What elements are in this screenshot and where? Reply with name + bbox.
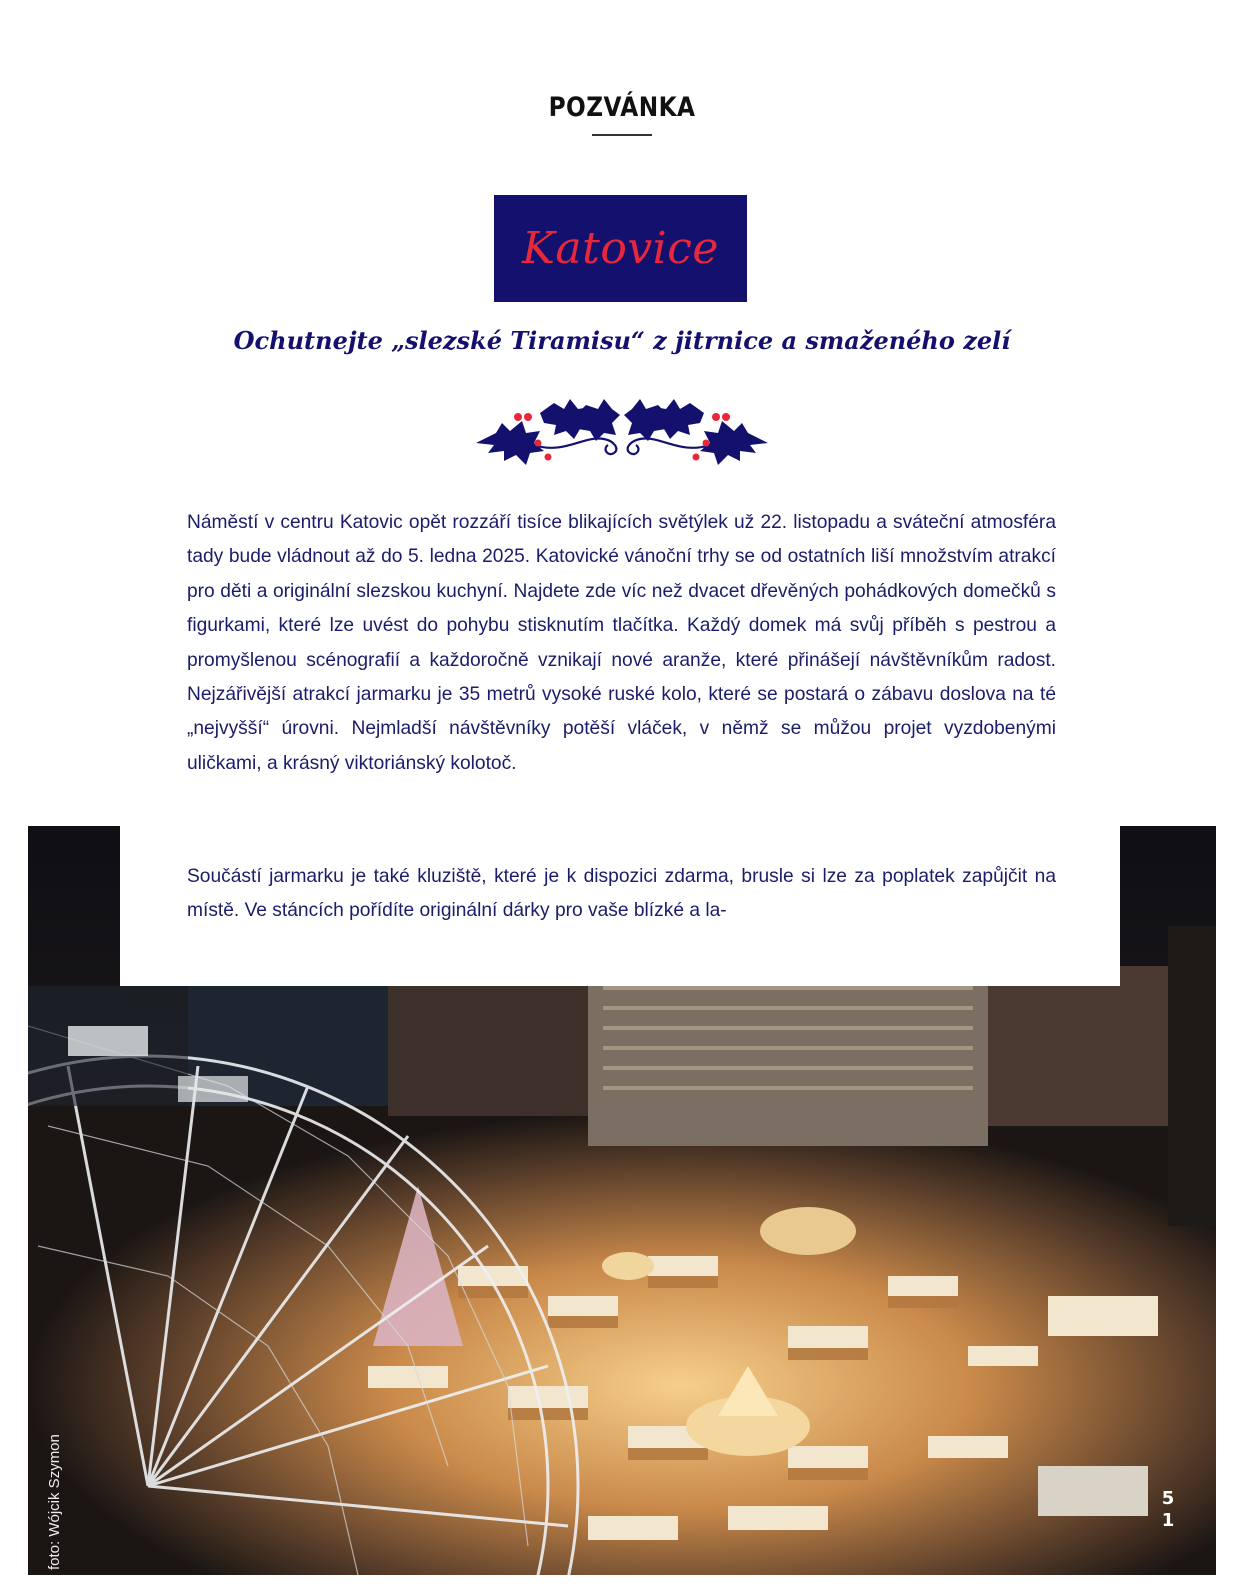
section-divider <box>592 134 652 136</box>
city-banner <box>494 195 747 302</box>
city-name: Katovice <box>522 223 719 274</box>
article-paragraph: Náměstí v centru Katovic opět rozzáří tisíce blikajících světýlek už 22. listopadu a sváteční atmosféra tady bude vládnout až do 5. ledna 2025. Katovické vánoční trhy se od ostatních liší množstvím atrakcí pro děti a originální slezskou kuchyní. Najdete zde víc než dvacet dřevěných pohádkových domečků s figurkami, které lze uvést do pohybu stisknutím tlačítka. Každý domek má svůj příběh s pestrou a promyšlenou scénografií a každoročně vznikají nové aranže, které přinášejí návštěvníkům radost. Nejzářivější atrakcí jarmarku je 35 metrů vysoké ruské kolo, které se postará o zábavu doslova na té „nejvyšší“ úrovni. Nejmladší návštěvníky potěší vláček, v němž se můžou projet vyzdobenými uličkami, a krásný viktoriánský kolotoč. <box>187 512 1056 774</box>
page-number <box>1158 1488 1178 1532</box>
subtitle: Ochutnejte „slezské Tiramisu“ z jitrnice a smaženého zelí <box>233 326 1011 355</box>
page-number-digit: 5 <box>1161 1488 1175 1509</box>
holly-ornament-icon <box>474 395 770 475</box>
photo-credit: foto: Wójcik Szymon <box>46 1434 63 1570</box>
page-number-digit: 1 <box>1161 1510 1175 1531</box>
article-paragraph-continued: Součástí jarmarku je také kluziště, které je k dispozici zdarma, brusle si lze za poplatek zapůjčit na místě. Ve stáncích pořídíte originální dárky pro vaše blízké a la- <box>187 866 1056 922</box>
section-label: POZVÁNKA <box>548 92 696 123</box>
